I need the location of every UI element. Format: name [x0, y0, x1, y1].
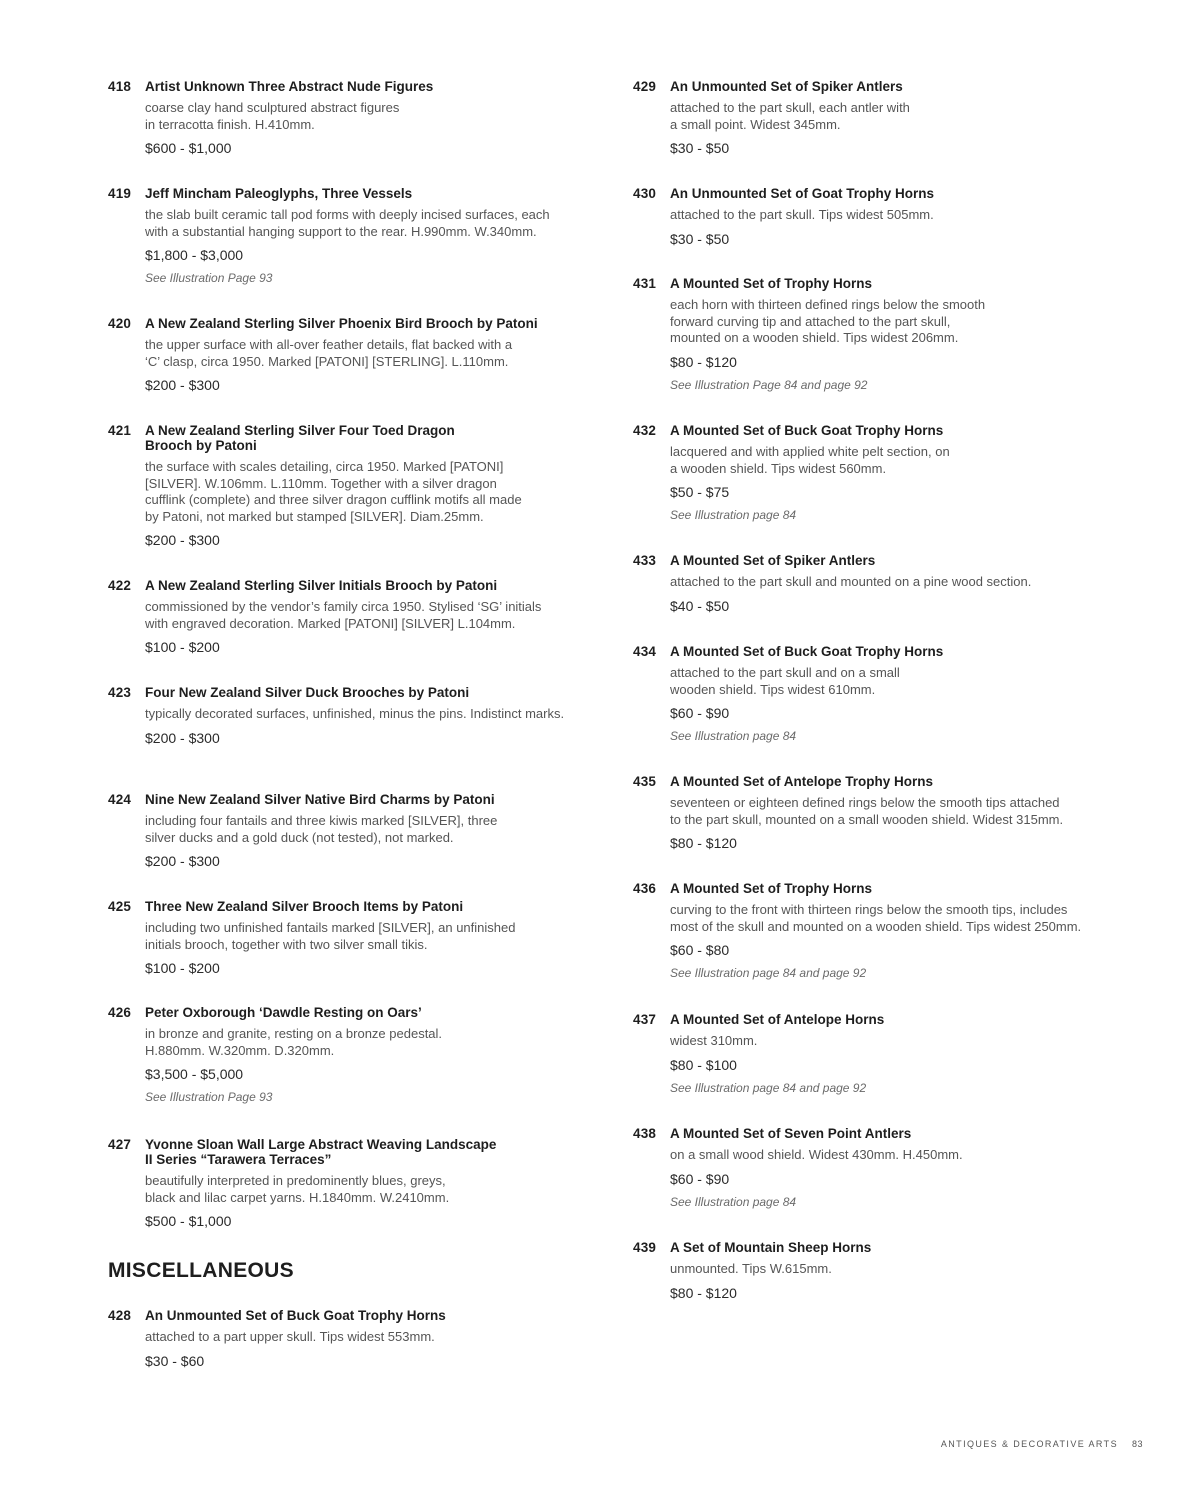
illustration-note: See Illustration page 84 — [670, 508, 797, 522]
lot-title: Artist Unknown Three Abstract Nude Figures — [145, 79, 434, 94]
lot-estimate: $600 - $1,000 — [145, 140, 232, 156]
lot-entry — [108, 423, 608, 549]
lot-description: including two unfinished fantails marked [SILVER], an unfinished initials brooch, together with two silver small tikis. — [145, 920, 516, 952]
lot-number: 439 — [633, 1240, 657, 1255]
lot-entry — [633, 79, 1133, 157]
lot-number: 418 — [108, 79, 132, 94]
lot-number: 437 — [633, 1012, 657, 1027]
lot-number: 433 — [633, 553, 657, 568]
illustration-note: See Illustration Page 93 — [145, 271, 273, 285]
lot-description: attached to the part skull and on a small wooden shield. Tips widest 610mm. — [670, 665, 900, 697]
lot-number: 425 — [108, 899, 132, 914]
lot-description: the surface with scales detailing, circa 1950. Marked [PATONI] [SILVER]. W.106mm. L.110mm. Together with a silver dragon cufflink (complete) and three silver dragon cufflink motifs all made by Patoni, not marked but stamped [SILVER]. Diam.25mm. — [145, 459, 522, 524]
lot-description: each horn with thirteen defined rings below the smooth forward curving tip and attached to the part skull, mounted on a wooden shield. Tips widest 206mm. — [670, 297, 986, 345]
lot-entry — [633, 774, 1133, 852]
lot-estimate: $80 - $120 — [670, 835, 737, 851]
lot-title: An Unmounted Set of Spiker Antlers — [670, 79, 903, 94]
lot-entry — [633, 1240, 1133, 1302]
lot-estimate: $80 - $100 — [670, 1056, 737, 1073]
lot-number: 421 — [108, 423, 132, 438]
lot-entry — [108, 316, 608, 394]
lot-estimate: $30 - $50 — [670, 230, 730, 247]
page-number: 83 — [1131, 1439, 1143, 1449]
lot-title: A New Zealand Sterling Silver Four Toed Dragon Brooch by Patoni — [145, 423, 455, 453]
lot-number: 422 — [108, 578, 132, 593]
lot-estimate: $80 - $120 — [670, 1284, 737, 1301]
lot-entry — [633, 423, 1133, 523]
lot-title: A Mounted Set of Buck Goat Trophy Horns — [670, 644, 944, 659]
lot-description: beautifully interpreted in predominently blues, greys, black and lilac carpet yarns. H.1840mm. W.2410mm. — [145, 1173, 450, 1205]
lot-description: typically decorated surfaces, unfinished, minus the pins. Indistinct marks. — [145, 706, 565, 721]
lot-entry — [633, 881, 1133, 981]
lot-description: in bronze and granite, resting on a bronze pedestal. H.880mm. W.320mm. D.320mm. — [145, 1026, 443, 1058]
lot-description: coarse clay hand sculptured abstract figures in terracotta finish. H.410mm. — [145, 100, 400, 132]
lot-number: 429 — [633, 79, 657, 94]
lot-estimate: $60 - $80 — [670, 942, 730, 958]
illustration-note: See Illustration Page 93 — [145, 1090, 273, 1104]
lot-estimate: $60 - $90 — [670, 1170, 730, 1187]
lot-entry — [108, 186, 608, 286]
lot-title: An Unmounted Set of Buck Goat Trophy Horns — [145, 1308, 446, 1323]
lot-entry — [108, 899, 608, 977]
lot-entry — [633, 186, 1133, 248]
lot-number: 435 — [633, 774, 657, 789]
lot-estimate: $80 - $120 — [670, 353, 737, 370]
lot-entry — [108, 792, 608, 870]
lot-entry — [633, 644, 1133, 744]
lot-title: A Set of Mountain Sheep Horns — [670, 1240, 872, 1255]
lot-title: Nine New Zealand Silver Native Bird Charms by Patoni — [145, 792, 495, 807]
lot-description: seventeen or eighteen defined rings below the smooth tips attached to the part skull, mounted on a small wooden shield. Widest 315mm. — [670, 795, 1064, 827]
lot-number: 424 — [108, 792, 132, 807]
lot-entry — [108, 578, 608, 656]
lot-estimate: $100 - $200 — [145, 960, 220, 976]
lot-title: An Unmounted Set of Goat Trophy Horns — [670, 186, 934, 201]
lot-estimate: $3,500 - $5,000 — [145, 1066, 244, 1082]
lot-description: lacquered and with applied white pelt section, on a wooden shield. Tips widest 560mm. — [670, 444, 950, 476]
lot-entry — [633, 1126, 1133, 1210]
lot-title: A Mounted Set of Antelope Trophy Horns — [670, 774, 933, 789]
lot-estimate: $30 - $50 — [670, 140, 730, 156]
lot-estimate: $500 - $1,000 — [145, 1213, 232, 1229]
lot-title: A Mounted Set of Trophy Horns — [670, 881, 872, 896]
lot-number: 427 — [108, 1137, 132, 1152]
lot-entry — [633, 276, 1133, 393]
lot-title: Yvonne Sloan Wall Large Abstract Weaving Landscape II Series “Tarawera Terraces” — [145, 1137, 497, 1167]
lot-number: 438 — [633, 1126, 657, 1141]
lot-description: widest 310mm. — [670, 1033, 758, 1048]
lot-estimate: $200 - $300 — [145, 729, 220, 746]
lot-entry — [108, 1005, 608, 1105]
lot-estimate: $100 - $200 — [145, 639, 220, 655]
lot-number: 420 — [108, 316, 132, 331]
lot-entry — [108, 79, 608, 157]
page-footer — [941, 1439, 1143, 1450]
lot-entry — [108, 1308, 608, 1370]
lot-entry — [108, 685, 608, 747]
lot-title: A New Zealand Sterling Silver Phoenix Bird Brooch by Patoni — [145, 316, 538, 331]
lot-entry — [633, 1012, 1133, 1096]
lot-estimate: $200 - $300 — [145, 377, 220, 393]
lot-title: Peter Oxborough ‘Dawdle Resting on Oars’ — [145, 1005, 422, 1020]
lot-number: 426 — [108, 1005, 132, 1020]
lot-description: curving to the front with thirteen rings below the smooth tips, includes most of the skull and mounted on a wooden shield. Tips widest 250mm. — [670, 902, 1082, 934]
lot-title: Four New Zealand Silver Duck Brooches by Patoni — [145, 685, 470, 700]
lot-description: the upper surface with all-over feather details, flat backed with a ‘C’ clasp, circa 1950. Marked [PATONI] [STERLING]. L.110mm. — [145, 337, 513, 369]
lot-number: 428 — [108, 1308, 132, 1323]
lot-number: 430 — [633, 186, 657, 201]
lot-description: including four fantails and three kiwis marked [SILVER], three silver ducks and a gold duck (not tested), not marked. — [145, 813, 498, 845]
lot-title: A Mounted Set of Buck Goat Trophy Horns — [670, 423, 944, 438]
lot-entry — [633, 553, 1133, 615]
lot-number: 419 — [108, 186, 132, 201]
lot-title: A Mounted Set of Antelope Horns — [670, 1012, 885, 1027]
lot-title: A Mounted Set of Spiker Antlers — [670, 553, 876, 568]
lot-number: 431 — [633, 276, 657, 291]
lot-number: 434 — [633, 644, 657, 659]
lot-entry — [108, 1137, 608, 1230]
lot-number: 436 — [633, 881, 657, 896]
lot-estimate: $50 - $75 — [670, 484, 730, 500]
lot-description: on a small wood shield. Widest 430mm. H.450mm. — [670, 1147, 963, 1162]
illustration-note: See Illustration page 84 — [670, 1194, 797, 1209]
lot-estimate: $30 - $60 — [145, 1352, 205, 1369]
illustration-note: See Illustration page 84 and page 92 — [670, 1080, 867, 1095]
lot-title: A Mounted Set of Seven Point Antlers — [670, 1126, 912, 1141]
lot-number: 423 — [108, 685, 132, 700]
lot-estimate: $200 - $300 — [145, 532, 220, 548]
lot-description: attached to the part skull, each antler with a small point. Widest 345mm. — [670, 100, 910, 132]
lot-description: attached to the part skull and mounted on a pine wood section. — [670, 574, 1032, 589]
lot-estimate: $60 - $90 — [670, 705, 730, 721]
lot-description: attached to the part skull. Tips widest 505mm. — [670, 207, 934, 222]
lot-number: 432 — [633, 423, 657, 438]
lot-estimate: $40 - $50 — [670, 597, 730, 614]
lot-description: attached to a part upper skull. Tips widest 553mm. — [145, 1329, 435, 1344]
lot-title: A Mounted Set of Trophy Horns — [670, 276, 872, 291]
lot-description: unmounted. Tips W.615mm. — [670, 1261, 832, 1276]
lot-title: Three New Zealand Silver Brooch Items by Patoni — [145, 899, 464, 914]
lot-description: the slab built ceramic tall pod forms with deeply incised surfaces, each with a substantial hanging support to the rear. H.990mm. W.340mm. — [145, 207, 550, 239]
illustration-note: See Illustration page 84 and page 92 — [670, 966, 867, 980]
lot-title: Jeff Mincham Paleoglyphs, Three Vessels — [145, 186, 413, 201]
lot-estimate: $200 - $300 — [145, 853, 220, 869]
illustration-note: See Illustration page 84 — [670, 729, 797, 743]
illustration-note: See Illustration Page 84 and page 92 — [670, 377, 868, 392]
publication-name: ANTIQUES & DECORATIVE ARTS — [940, 1439, 1118, 1449]
lot-description: commissioned by the vendor’s family circa 1950. Stylised ‘SG’ initials with engraved decoration. Marked [PATONI] [SILVER] L.104mm. — [145, 599, 542, 631]
section-heading: MISCELLANEOUS — [108, 1259, 294, 1282]
lot-estimate: $1,800 - $3,000 — [145, 247, 244, 263]
lot-title: A New Zealand Sterling Silver Initials Brooch by Patoni — [145, 578, 498, 593]
